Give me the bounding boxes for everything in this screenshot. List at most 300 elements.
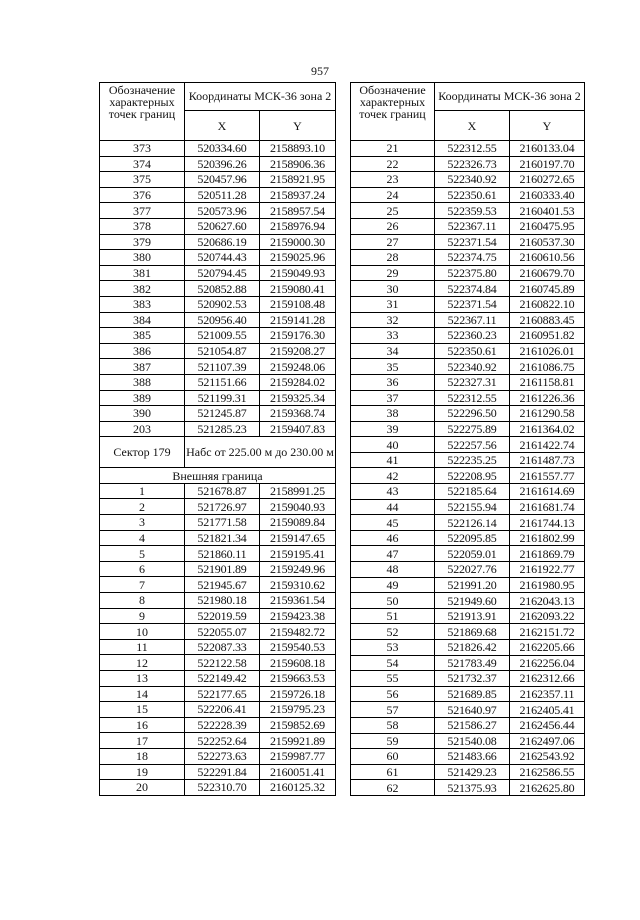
table-row [351,281,585,297]
coord-x: 522273.63 [185,748,260,764]
table-row [351,780,585,796]
coord-x: 522367.11 [435,312,510,328]
coord-x: 522019.59 [185,608,260,624]
point-number: 51 [351,608,435,624]
point-number: 386 [100,343,185,359]
point-number: 24 [351,187,435,203]
table-row [351,624,585,640]
table-row [351,250,585,266]
coordinates-header: Координаты МСК-36 зона 2 [185,83,336,111]
table-row [100,780,336,796]
coord-y: 2161557.77 [510,468,585,484]
coord-y: 2161487.73 [510,452,585,468]
table-row [351,546,585,562]
coord-y: 2161086.75 [510,359,585,375]
table-row [351,312,585,328]
coord-y: 2159608.18 [260,655,336,671]
coord-x: 522326.73 [435,156,510,172]
point-number: 203 [100,421,185,437]
coord-x: 520852.88 [185,281,260,297]
table-row [351,484,585,500]
table-row [100,499,336,515]
point-number: 375 [100,172,185,188]
coord-y: 2160197.70 [510,156,585,172]
coord-y: 2160051.41 [260,764,336,780]
coord-y: 2158991.25 [260,483,336,499]
point-number: 55 [351,671,435,687]
table-row [351,717,585,733]
table-row [351,655,585,671]
coord-x: 521586.27 [435,717,510,733]
point-number: 387 [100,359,185,375]
point-number: 45 [351,515,435,531]
coord-x: 522228.39 [185,717,260,733]
table-row [100,203,336,219]
coord-x: 521945.67 [185,577,260,593]
coord-y: 2159795.23 [260,702,336,718]
coord-y: 2162456.44 [510,717,585,733]
table-row [351,733,585,749]
coord-y: 2159000.30 [260,234,336,250]
coord-x: 521826.42 [435,640,510,656]
coord-x: 522371.54 [435,296,510,312]
table-row [351,452,585,468]
coord-y: 2160822.10 [510,296,585,312]
table-row [351,406,585,422]
table-row [100,733,336,749]
coordinates-table-right [350,82,585,796]
table-row [100,141,336,157]
point-number: 59 [351,733,435,749]
coord-x: 522177.65 [185,686,260,702]
table-row [351,359,585,375]
table-row [100,530,336,546]
table-row [100,343,336,359]
coord-y: 2159025.96 [260,250,336,266]
point-number: 381 [100,265,185,281]
table-row [351,421,585,437]
table-row [100,764,336,780]
coord-x: 521991.20 [435,577,510,593]
coord-x: 522087.33 [185,639,260,655]
coord-y: 2159482.72 [260,624,336,640]
table-row [100,374,336,390]
coord-y: 2160272.65 [510,172,585,188]
coord-x: 520744.43 [185,250,260,266]
point-number: 47 [351,546,435,562]
table-row [351,702,585,718]
point-number: 2 [100,499,185,515]
point-number: 31 [351,296,435,312]
coord-y: 2162312.66 [510,671,585,687]
coord-y: 2160883.45 [510,312,585,328]
page-number: 957 [311,64,329,78]
point-number: 40 [351,437,435,453]
coord-x: 521640.97 [435,702,510,718]
table-row [100,717,336,733]
coord-y: 2162625.80 [510,780,585,796]
point-number: 17 [100,733,185,749]
point-number: 46 [351,530,435,546]
coord-x: 521869.68 [435,624,510,640]
table-row [351,374,585,390]
coord-x: 522055.07 [185,624,260,640]
coord-y: 2161869.79 [510,546,585,562]
point-number: 33 [351,328,435,344]
coord-y: 2158893.10 [260,141,336,157]
table-row [100,421,336,437]
coord-x: 521689.85 [435,686,510,702]
table-row [100,686,336,702]
coord-y: 2159284.02 [260,374,336,390]
coord-x: 521245.87 [185,406,260,422]
table-row [100,390,336,406]
coord-y: 2160679.70 [510,265,585,281]
coord-y: 2159089.84 [260,515,336,531]
coord-y: 2159423.38 [260,608,336,624]
coord-y: 2159368.74 [260,406,336,422]
coord-y: 2161026.01 [510,343,585,359]
table-row [351,328,585,344]
point-number: 10 [100,624,185,640]
table-row [351,156,585,172]
coord-x: 522208.95 [435,468,510,484]
table-row [100,515,336,531]
point-number: 379 [100,234,185,250]
coord-y: 2158957.54 [260,203,336,219]
table-row [100,281,336,297]
coord-y: 2159040.93 [260,499,336,515]
coord-y: 2159176.30 [260,328,336,344]
table-row [351,343,585,359]
outer-boundary-title: Внешняя граница [100,468,336,484]
coord-x: 520627.60 [185,218,260,234]
point-number: 1 [100,483,185,499]
coord-x: 521732.37 [435,671,510,687]
table-row [100,639,336,655]
coord-x: 521913.91 [435,608,510,624]
coord-x: 521199.31 [185,390,260,406]
table-row [351,593,585,609]
coord-y: 2162093.22 [510,608,585,624]
coord-y: 2159361.54 [260,593,336,609]
coord-y: 2161922.77 [510,562,585,578]
coord-x: 522310.70 [185,780,260,796]
table-row [100,702,336,718]
point-number: 384 [100,312,185,328]
point-number: 22 [351,156,435,172]
coord-y: 2162543.92 [510,749,585,765]
coord-y: 2160610.56 [510,250,585,266]
coordinates-table-left [99,82,336,796]
coord-x: 522291.84 [185,764,260,780]
point-number: 60 [351,749,435,765]
coord-y: 2161802.99 [510,530,585,546]
coord-x: 522027.76 [435,562,510,578]
table-row [100,250,336,266]
coord-x: 521375.93 [435,780,510,796]
coord-y: 2159248.06 [260,359,336,375]
coord-x: 521771.58 [185,515,260,531]
table-row [351,187,585,203]
table-row [100,156,336,172]
table-row [100,483,336,499]
coordinates-header: Координаты МСК-36 зона 2 [435,83,585,111]
point-number: 41 [351,452,435,468]
coord-x: 520794.45 [185,265,260,281]
coord-y: 2159208.27 [260,343,336,359]
coord-x: 522275.89 [435,421,510,437]
coord-x: 520956.40 [185,312,260,328]
coord-y: 2159407.83 [260,421,336,437]
point-number: 385 [100,328,185,344]
coord-y: 2158906.36 [260,156,336,172]
coord-y: 2160125.32 [260,780,336,796]
point-number: 5 [100,546,185,562]
coord-y: 2158937.24 [260,187,336,203]
point-number: 3 [100,515,185,531]
coord-y: 2161226.36 [510,390,585,406]
coord-y: 2161980.95 [510,577,585,593]
coord-x: 521901.89 [185,561,260,577]
table-row [351,265,585,281]
point-number: 32 [351,312,435,328]
coord-y: 2161364.02 [510,421,585,437]
coord-x: 520457.96 [185,172,260,188]
coord-x: 522252.64 [185,733,260,749]
point-number: 28 [351,250,435,266]
table-row [100,312,336,328]
point-number: 374 [100,156,185,172]
coord-y: 2159147.65 [260,530,336,546]
coord-y: 2159108.48 [260,296,336,312]
coord-x: 522095.85 [435,530,510,546]
table-row [351,562,585,578]
coord-x: 521151.66 [185,374,260,390]
point-number: 4 [100,530,185,546]
coord-y: 2159195.41 [260,546,336,562]
point-number: 43 [351,484,435,500]
table-row [351,686,585,702]
coord-y: 2161681.74 [510,499,585,515]
table-row [351,203,585,219]
point-number: 8 [100,593,185,609]
coord-y: 2159987.77 [260,748,336,764]
coord-y: 2162043.13 [510,593,585,609]
point-number: 378 [100,218,185,234]
designation-header: Обозначение характерных точек границ [100,83,185,141]
point-number: 15 [100,702,185,718]
point-number: 53 [351,640,435,656]
table-row [351,468,585,484]
coord-x: 522375.80 [435,265,510,281]
table-row [100,265,336,281]
coord-x: 521054.87 [185,343,260,359]
coord-y: 2158976.94 [260,218,336,234]
point-number: 383 [100,296,185,312]
coord-x: 521860.11 [185,546,260,562]
point-number: 388 [100,374,185,390]
point-number: 7 [100,577,185,593]
coord-x: 520902.53 [185,296,260,312]
point-number: 380 [100,250,185,266]
table-row [100,671,336,687]
point-number: 21 [351,141,435,157]
coord-y: 2162205.66 [510,640,585,656]
table-row [351,234,585,250]
coord-x: 522296.50 [435,406,510,422]
coord-y: 2162497.06 [510,733,585,749]
sector-elevation: Набс от 225.00 м до 230.00 м [185,437,336,468]
coord-x: 521949.60 [435,593,510,609]
coord-x: 521285.23 [185,421,260,437]
coord-y: 2159049.93 [260,265,336,281]
point-number: 12 [100,655,185,671]
table-row [351,172,585,188]
point-number: 37 [351,390,435,406]
coord-x: 521540.08 [435,733,510,749]
coord-x: 522327.31 [435,374,510,390]
table-row [351,530,585,546]
coord-x: 522350.61 [435,343,510,359]
point-number: 26 [351,218,435,234]
coord-y: 2158921.95 [260,172,336,188]
point-number: 30 [351,281,435,297]
table-row [351,390,585,406]
table-row [100,359,336,375]
coord-x: 520334.60 [185,141,260,157]
coord-y: 2160537.30 [510,234,585,250]
coord-x: 522371.54 [435,234,510,250]
point-number: 56 [351,686,435,702]
coord-y: 2159852.69 [260,717,336,733]
designation-header: Обозначение характерных точек границ [351,83,435,141]
table-row [100,218,336,234]
table-row [100,296,336,312]
coord-x: 522126.14 [435,515,510,531]
table-row [100,546,336,562]
coord-y: 2161744.13 [510,515,585,531]
point-number: 25 [351,203,435,219]
coord-x: 522360.23 [435,328,510,344]
table-row [351,608,585,624]
point-number: 27 [351,234,435,250]
coord-y: 2161422.74 [510,437,585,453]
point-number: 48 [351,562,435,578]
point-number: 11 [100,639,185,655]
point-number: 9 [100,608,185,624]
y-header: Y [260,111,336,141]
coord-y: 2161614.69 [510,484,585,500]
point-number: 14 [100,686,185,702]
table-row [351,218,585,234]
table-row [351,296,585,312]
table-row [351,499,585,515]
coord-x: 522359.53 [435,203,510,219]
coord-y: 2159726.18 [260,686,336,702]
point-number: 389 [100,390,185,406]
table-row [100,655,336,671]
table-row [100,187,336,203]
y-header: Y [510,111,585,141]
coord-y: 2159080.41 [260,281,336,297]
point-number: 382 [100,281,185,297]
coord-y: 2162256.04 [510,655,585,671]
coord-x: 522340.92 [435,172,510,188]
coord-x: 522374.84 [435,281,510,297]
coord-x: 520396.26 [185,156,260,172]
point-number: 54 [351,655,435,671]
point-number: 44 [351,499,435,515]
coord-x: 522367.11 [435,218,510,234]
table-row [100,328,336,344]
coord-y: 2159921.89 [260,733,336,749]
point-number: 49 [351,577,435,593]
coord-x: 522059.01 [435,546,510,562]
table-row [100,577,336,593]
coord-x: 520686.19 [185,234,260,250]
x-header: X [185,111,260,141]
table-row [351,437,585,453]
coord-x: 521726.97 [185,499,260,515]
coord-x: 522312.55 [435,141,510,157]
table-row [351,671,585,687]
point-number: 39 [351,421,435,437]
coord-x: 522350.61 [435,187,510,203]
point-number: 376 [100,187,185,203]
coord-x: 522235.25 [435,452,510,468]
coord-y: 2159325.34 [260,390,336,406]
table-row [351,141,585,157]
point-number: 29 [351,265,435,281]
coord-y: 2162357.11 [510,686,585,702]
point-number: 13 [100,671,185,687]
coord-x: 522185.64 [435,484,510,500]
coord-y: 2162405.41 [510,702,585,718]
coord-y: 2159663.53 [260,671,336,687]
point-number: 52 [351,624,435,640]
table-row [100,608,336,624]
point-number: 377 [100,203,185,219]
coord-x: 521678.87 [185,483,260,499]
coord-y: 2161158.81 [510,374,585,390]
point-number: 34 [351,343,435,359]
table-row [351,577,585,593]
point-number: 16 [100,717,185,733]
table-row [100,748,336,764]
table-row [100,624,336,640]
point-number: 36 [351,374,435,390]
point-number: 57 [351,702,435,718]
table-row [100,234,336,250]
table-row [100,172,336,188]
coord-x: 522374.75 [435,250,510,266]
coord-x: 521429.23 [435,764,510,780]
table-row [351,764,585,780]
coord-x: 520573.96 [185,203,260,219]
point-number: 20 [100,780,185,796]
coord-x: 522257.56 [435,437,510,453]
table-row [351,749,585,765]
point-number: 23 [351,172,435,188]
coord-x: 522155.94 [435,499,510,515]
coord-y: 2159310.62 [260,577,336,593]
point-number: 62 [351,780,435,796]
point-number: 390 [100,406,185,422]
coord-x: 521009.55 [185,328,260,344]
point-number: 6 [100,561,185,577]
coord-x: 522312.55 [435,390,510,406]
